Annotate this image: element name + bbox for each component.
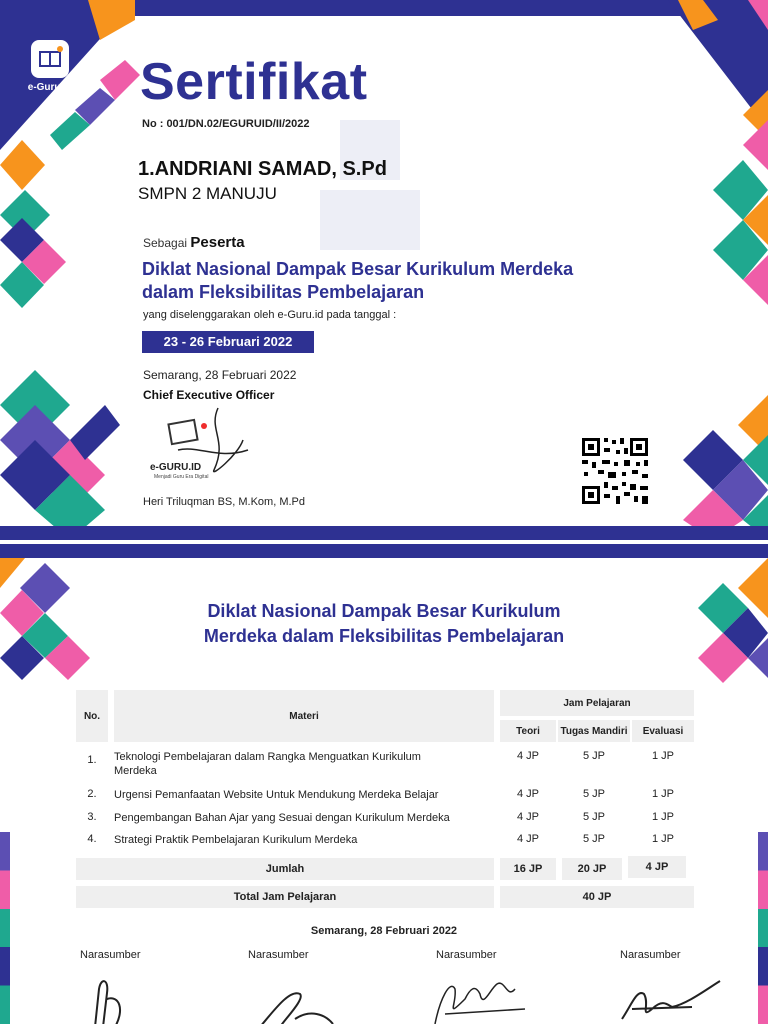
row-no: 2.: [87, 788, 97, 800]
row-materi-line1: Teknologi Pembelajaran dalam Rangka Menguatkan Kurikulum: [114, 751, 421, 763]
row-evaluasi: 1 JP: [651, 788, 674, 800]
total-label: Total Jam Pelajaran: [76, 886, 494, 908]
row-no: 3.: [87, 811, 97, 823]
row-materi: Urgensi Pemanfaatan Website Untuk Mendukung Merdeka Belajar: [114, 789, 439, 801]
row-tugas: 5 JP: [582, 833, 605, 845]
event-title-line1: Diklat Nasional Dampak Besar Kurikulum Merdeka: [142, 259, 574, 279]
role-value: Peserta: [190, 234, 245, 251]
row-evaluasi: 1 JP: [651, 833, 674, 845]
row-tugas: 5 JP: [582, 750, 605, 762]
row-evaluasi: 1 JP: [651, 750, 674, 762]
row-materi: Pengembangan Bahan Ajar yang Sesuai dengan Kurikulum Merdeka: [114, 812, 450, 824]
signature-icon: [612, 969, 722, 1024]
role-line: [143, 234, 245, 251]
bottom-band: [0, 526, 768, 540]
jumlah-label: Jumlah: [76, 858, 494, 880]
signature-icon: [425, 969, 535, 1024]
narasumber-label-2: Narasumber: [248, 949, 309, 961]
signature-icon: [255, 969, 335, 1024]
col-header-jam: Jam Pelajaran: [500, 690, 694, 716]
organized-text: yang diselenggarakan oleh e-Guru.id pada tanggal :: [143, 309, 397, 321]
jumlah-teori: 16 JP: [500, 858, 556, 880]
recipient-name: 1.ANDRIANI SAMAD, S.Pd: [138, 158, 387, 180]
place-date: Semarang, 28 Februari 2022: [143, 368, 297, 382]
certificate-back: [0, 544, 768, 1024]
row-tugas: 5 JP: [582, 788, 605, 800]
top-band: [0, 544, 768, 558]
signer-title: Chief Executive Officer: [143, 388, 275, 402]
row-tugas: 5 JP: [582, 811, 605, 823]
certificate-number: No : 001/DN.02/EGURUID/II/2022: [142, 118, 310, 130]
row-teori: 4 JP: [516, 833, 539, 845]
row-teori: 4 JP: [516, 788, 539, 800]
stamp-subtext: Menjadi Guru Era Digital: [154, 474, 209, 480]
col-header-evaluasi: Evaluasi: [632, 720, 694, 742]
col-header-no: No.: [76, 690, 108, 742]
place-date: Semarang, 28 Februari 2022: [310, 925, 458, 937]
row-no: 1.: [87, 754, 97, 766]
total-value: 40 JP: [500, 886, 694, 908]
page-title: Sertifikat: [140, 53, 368, 111]
qr-code-icon: [580, 436, 650, 506]
event-title-line2: dalam Fleksibilitas Pembelajaran: [142, 282, 425, 302]
row-materi: [114, 750, 494, 778]
stamp-text: e-GURU.ID: [150, 462, 202, 473]
row-evaluasi: 1 JP: [651, 811, 674, 823]
col-header-tugas: Tugas Mandiri: [558, 720, 630, 742]
col-header-teori: Teori: [500, 720, 556, 742]
event-title: [142, 258, 662, 304]
logo-text: e-Guru.id: [27, 82, 73, 93]
signer-name: Heri Triluqman BS, M.Kom, M.Pd: [143, 496, 305, 508]
row-materi: Strategi Praktik Pembelajaran Kurikulum Merdeka: [114, 834, 358, 846]
narasumber-label-1: Narasumber: [80, 949, 141, 961]
row-teori: 4 JP: [516, 811, 539, 823]
recipient-school: SMPN 2 MANUJU: [138, 184, 277, 203]
signature-stamp: [148, 400, 258, 490]
brand-logo: [22, 40, 78, 100]
syllabus-title-line2: Merdeka dalam Fleksibilitas Pembelajaran: [203, 626, 565, 646]
syllabus-title: [0, 599, 768, 649]
row-no: 4.: [87, 833, 97, 845]
syllabus-title-line1: Diklat Nasional Dampak Besar Kurikulum: [207, 601, 561, 621]
col-header-materi: Materi: [114, 690, 494, 742]
watermark-logo: [300, 110, 440, 260]
role-prefix: Sebagai: [143, 236, 188, 250]
narasumber-label-3: Narasumber: [436, 949, 497, 961]
event-dates-badge: 23 - 26 Februari 2022: [142, 331, 314, 353]
narasumber-label-4: Narasumber: [620, 949, 681, 961]
jumlah-tugas: 20 JP: [562, 858, 622, 880]
book-icon: [31, 40, 69, 78]
signature-icon: [85, 969, 145, 1024]
jumlah-evaluasi: 4 JP: [628, 856, 686, 878]
row-teori: 4 JP: [516, 750, 539, 762]
row-materi-line2: Merdeka: [114, 765, 157, 777]
